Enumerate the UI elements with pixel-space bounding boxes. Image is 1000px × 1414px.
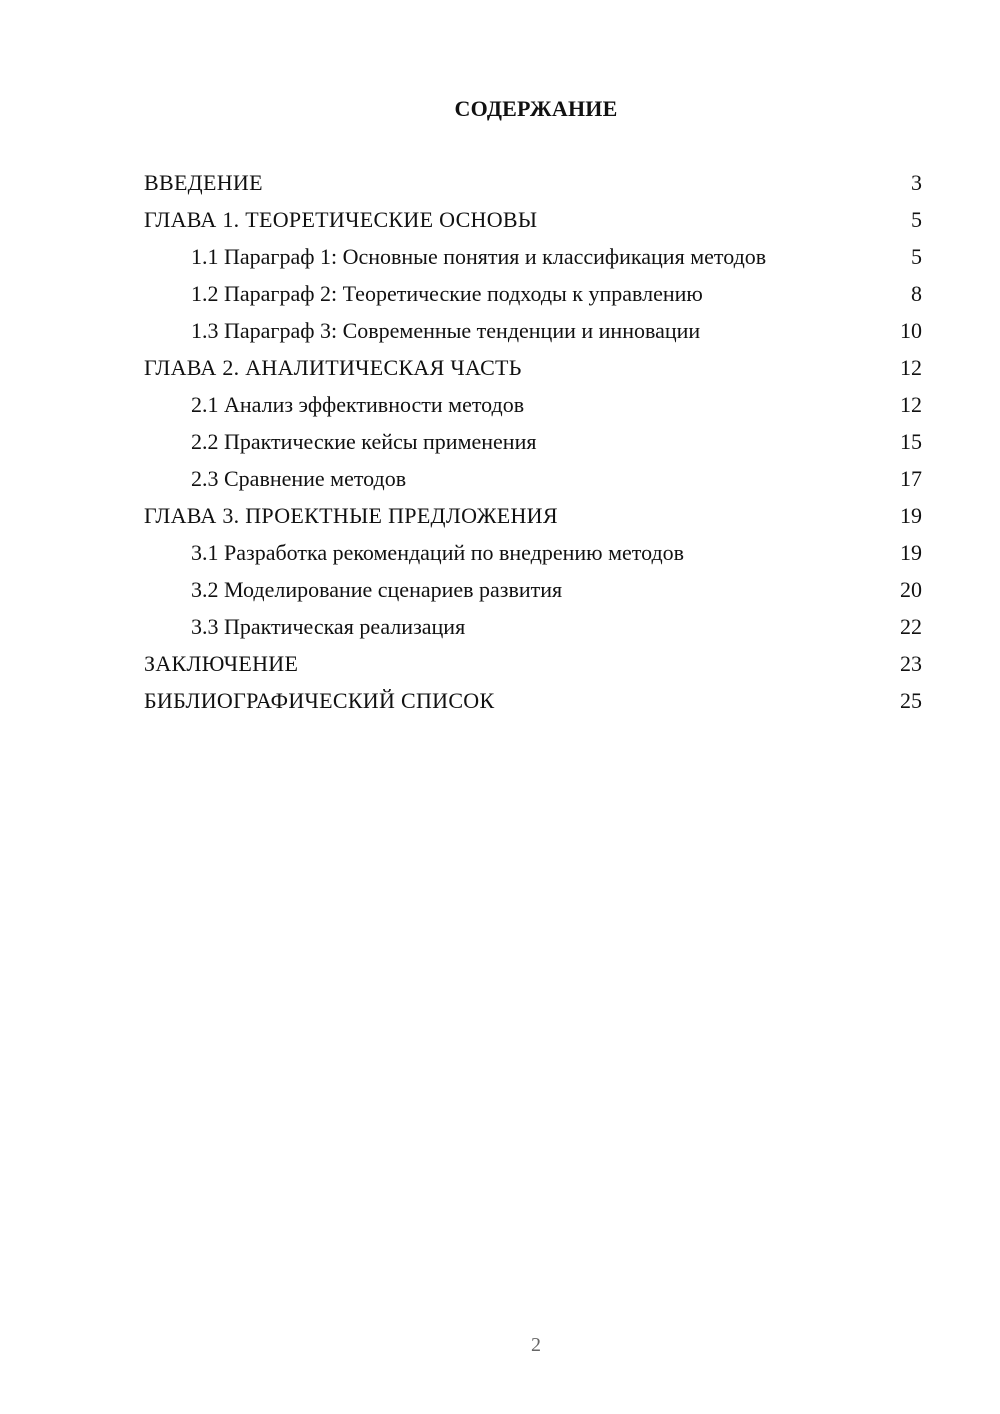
toc-entry-title: 1.3 Параграф 3: Современные тенденции и инновации [191, 318, 701, 343]
toc-entry-chapter-3[interactable] [144, 503, 920, 529]
toc-entry-page: 8 [911, 281, 922, 306]
toc-entry-page: 19 [900, 503, 922, 528]
toc-entry-page: 19 [900, 540, 922, 565]
page-number: 2 [531, 1334, 541, 1356]
toc-entry-conclusion[interactable] [144, 651, 920, 677]
toc-entry-chapter-2[interactable] [144, 355, 920, 381]
toc-entry-section-1-2[interactable] [144, 281, 920, 307]
toc-entry-bibliography[interactable] [144, 688, 920, 714]
toc-entry-page: 12 [900, 355, 922, 380]
toc-entry-section-1-1[interactable] [144, 244, 920, 270]
toc-entry-section-2-2[interactable] [144, 429, 920, 455]
toc-entry-title: 2.2 Практические кейсы применения [191, 429, 537, 454]
toc-entry-section-3-2[interactable] [144, 577, 920, 603]
toc-entry-page: 20 [900, 577, 922, 602]
toc-entry-title: 3.1 Разработка рекомендаций по внедрению методов [191, 540, 685, 565]
toc-entry-section-1-3[interactable] [144, 318, 920, 344]
toc-entry-page: 17 [900, 466, 922, 491]
toc-entry-title: ГЛАВА 1. ТЕОРЕТИЧЕСКИЕ ОСНОВЫ [144, 207, 538, 232]
toc-entry-title: ГЛАВА 3. ПРОЕКТНЫЕ ПРЕДЛОЖЕНИЯ [144, 503, 558, 528]
toc-entry-section-3-3[interactable] [144, 614, 920, 640]
toc-entry-title: 2.1 Анализ эффективности методов [191, 392, 525, 417]
table-of-contents [144, 170, 920, 725]
toc-entry-page: 12 [900, 392, 922, 417]
toc-entry-page: 10 [900, 318, 922, 343]
toc-entry-introduction[interactable] [144, 170, 920, 196]
toc-entry-title: ЗАКЛЮЧЕНИЕ [144, 651, 299, 676]
toc-entry-page: 3 [911, 170, 922, 195]
toc-entry-section-3-1[interactable] [144, 540, 920, 566]
toc-entry-title: 2.3 Сравнение методов [191, 466, 407, 491]
toc-entry-title: БИБЛИОГРАФИЧЕСКИЙ СПИСОК [144, 688, 495, 713]
toc-entry-section-2-3[interactable] [144, 466, 920, 492]
toc-entry-title: 3.3 Практическая реализация [191, 614, 466, 639]
toc-entry-page: 22 [900, 614, 922, 639]
toc-entry-title: 3.2 Моделирование сценариев развития [191, 577, 563, 602]
toc-entry-title: ГЛАВА 2. АНАЛИТИЧЕСКАЯ ЧАСТЬ [144, 355, 522, 380]
toc-entry-title: 1.1 Параграф 1: Основные понятия и классификация методов [191, 244, 767, 269]
toc-entry-chapter-1[interactable] [144, 207, 920, 233]
toc-entry-page: 23 [900, 651, 922, 676]
toc-entry-page: 15 [900, 429, 922, 454]
toc-heading: СОДЕРЖАНИЕ [454, 96, 618, 121]
toc-entry-title: 1.2 Параграф 2: Теоретические подходы к управлению [191, 281, 703, 306]
toc-entry-page: 5 [911, 244, 922, 269]
toc-entry-section-2-1[interactable] [144, 392, 920, 418]
toc-entry-page: 5 [911, 207, 922, 232]
toc-entry-page: 25 [900, 688, 922, 713]
toc-entry-title: ВВЕДЕНИЕ [144, 170, 263, 195]
